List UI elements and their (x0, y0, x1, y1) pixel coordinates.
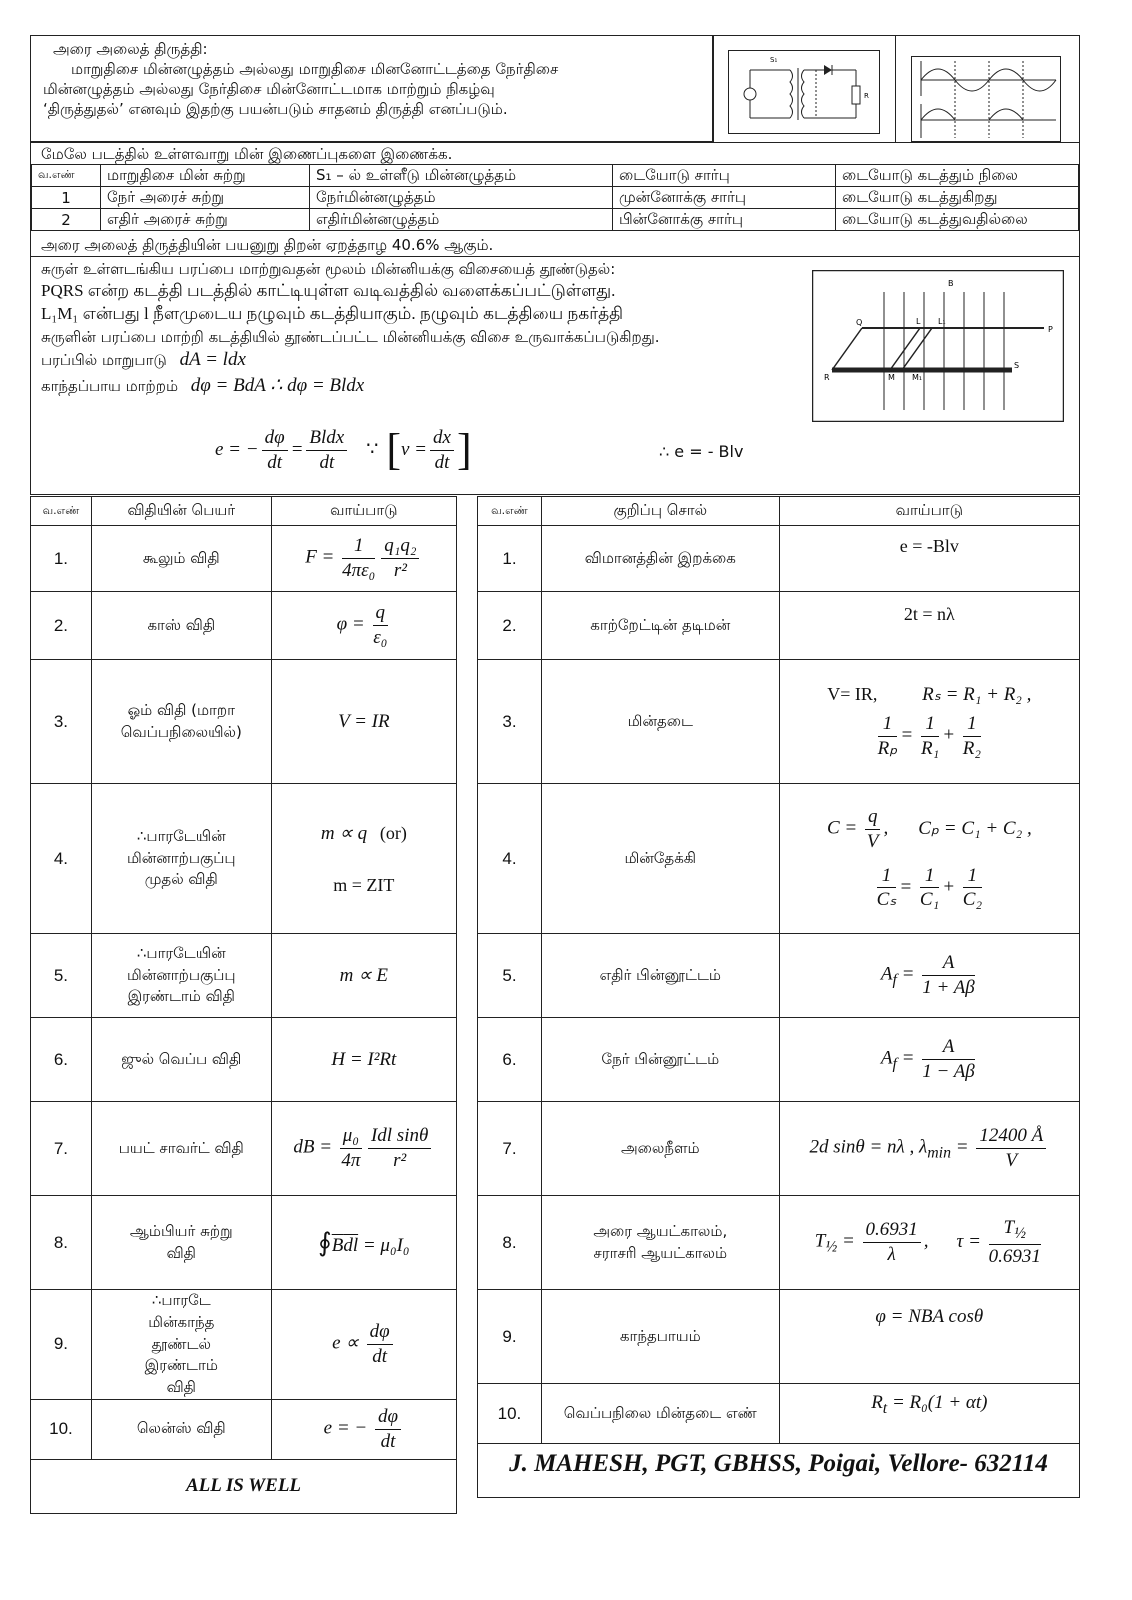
law-7-no: 7. (31, 1102, 92, 1196)
topic-3-formula: V= IR, Rₛ = R₁ + R₂ , $\frac{1}{\text{Rₚ}}$ = $\frac{1}{\text{R₁}}$ + $\frac{1}{\text{R₂}}$ (779, 660, 1079, 784)
topic-5-name: எதிர் பின்னூட்டம் (541, 934, 779, 1018)
svg-text:R: R (824, 373, 830, 382)
topic-3-name: மின்தடை (541, 660, 779, 784)
law-1-formula: F = $\frac{1}{\text{4πε₀}}$ $\frac{\text{q₁q₂}}{\text{r²}}$ (271, 526, 456, 592)
svg-text:S₁: S₁ (770, 56, 778, 64)
topic-4-name: மின்தேக்கி (541, 784, 779, 934)
law-3-formula: V = IR (271, 660, 456, 784)
half-wave-rectifier-section (30, 35, 1080, 495)
cycle-header-state: டையோடு கடத்தும் நிலை (836, 165, 1079, 187)
svg-text:P: P (1048, 325, 1053, 334)
cycle-row-2-bias: பின்னோக்கு சார்பு (613, 209, 836, 231)
law-5-no: 5. (31, 934, 92, 1018)
area-formula: dA = ldx (179, 349, 246, 370)
topic-3-no: 3. (478, 660, 542, 784)
law-4-formula-bottom: m = ZIT (333, 874, 395, 895)
law-4-formula-top: m ∝ q (320, 822, 368, 844)
svg-text:M: M (888, 373, 895, 382)
area-label: பரப்பில் மாறுபாடு (41, 351, 167, 369)
topic-7-name: அலைநீளம் (541, 1102, 779, 1196)
laws-header-name: விதியின் பெயர் (91, 497, 271, 526)
topic-10-formula: $R_t = R_0(1 + \alpha t)$ (779, 1384, 1079, 1444)
formulas-header-keyword: குறிப்பு சொல் (541, 497, 779, 526)
topic-10-no: 10. (478, 1384, 542, 1444)
topic-6-formula: $A_f$ = $\frac{A}{1 - A\beta}$ (779, 1018, 1079, 1102)
topic-8-name: அரை ஆயட்காலம், சராசரி ஆயட்காலம் (541, 1196, 779, 1290)
topic-1-no: 1. (478, 526, 542, 592)
law-6-no: 6. (31, 1018, 92, 1102)
svg-text:B: B (948, 279, 954, 288)
topic-5-no: 5. (478, 934, 542, 1018)
svg-text:Q: Q (856, 318, 863, 327)
topic-4-formula: C = $\frac{q}{V}$ , Cₚ = C₁ + C₂ , $\frac{1}{\text{Cₛ}}$ = $\frac{1}{\text{C₁}}$ + $\frac{1}{\text{C₂}}$ (779, 784, 1079, 934)
topic-10-name: வெப்பநிலை மின்தடை எண் (541, 1384, 779, 1444)
law-9-name: ∴பாரடே மின்காந்த தூண்டல் இரண்டாம் விதி (91, 1290, 271, 1400)
rectifier-cycle-table (31, 164, 1079, 231)
cycle-row-1-state: டையோடு கடத்துகிறது (836, 187, 1079, 209)
law-3-name: ஓம் விதி (மாறா வெப்பநிலையில்) (91, 660, 271, 784)
law-2-name: காஸ் விதி (91, 592, 271, 660)
laws-header-no: வ.எண் (31, 497, 92, 526)
cycle-header-no: வ.எண் (32, 165, 101, 187)
law-8-name: ஆம்பியர் சுற்று விதி (91, 1196, 271, 1290)
cycle-header-input: S₁ – ல் உள்ளீடு மின்னழுத்தம் (310, 165, 613, 187)
svg-text:L₁: L₁ (938, 317, 946, 326)
topic-4-no: 4. (478, 784, 542, 934)
law-6-formula: H = I²Rt (271, 1018, 456, 1102)
efficiency-note: அரை அலைத் திருத்தியின் பயனுறு திறன் ஏறத்தாழ 40.6% ஆகும். (41, 236, 494, 254)
law-2-no: 2. (31, 592, 92, 660)
svg-text:L: L (916, 317, 921, 326)
topic-7-no: 7. (478, 1102, 542, 1196)
topic-2-name: காற்றேட்டின் தடிமன் (541, 592, 779, 660)
definition-line-3: ‘திருத்துதல்’ எனவும் இதற்கு பயன்படும் சாதனம் திருத்தி எனப்படும். (43, 100, 508, 118)
flux-formula: dφ = BdA ∴ dφ = Bldx (190, 375, 365, 396)
definition-line-1: மாறுதிசை மின்னழுத்தம் அல்லது மாறுதிசை மினனோட்டத்தை நேர்திசை (71, 60, 559, 78)
rectifier-circuit-diagram (728, 50, 880, 134)
emf-line-3: சுருளின் பரப்பை மாற்றி கடத்தியில் தூண்டப்பட்ட மின்னியக்கு விசை உருவாக்கப்படுகிறது. (41, 328, 660, 346)
topic-2-no: 2. (478, 592, 542, 660)
law-2-formula: φ = $\frac{q}{\text{ε₀}}$ (271, 592, 456, 660)
footer-author: J. MAHESH, PGT, GBHSS, Poigai, Vellore- 632114 (478, 1444, 1080, 1498)
definition-line-2: மின்னழுத்தம் அல்லது நேர்திசை மின்னோட்டமாக மாற்றும் நிகழ்வு (43, 80, 495, 98)
svg-text:R: R (864, 92, 869, 100)
law-4-formula-or: (or) (379, 822, 407, 843)
topic-9-formula: φ = NBA cosθ (779, 1290, 1079, 1384)
area-change-row (41, 349, 246, 372)
topic-2-formula: 2t = nλ (779, 592, 1079, 660)
law-9-formula: e ∝ $\frac{d\varphi}{dt}$ (271, 1290, 456, 1400)
rectifier-waveform-diagram (911, 56, 1061, 142)
law-1-name: கூலும் விதி (91, 526, 271, 592)
emf-heading: சுருள் உள்ளடங்கிய பரப்பை மாற்றுவதன் மூலம் மின்னியக்கு விசையைத் தூண்டுதல்: (41, 260, 616, 278)
topic-8-formula: $T_{\frac{1}{2}}$ = $\frac{0.6931}{\lambda}$ , τ = $\frac{T_{\frac{1}{2}}}{0.6931}$ (779, 1196, 1079, 1290)
law-5-formula: m ∝ E (271, 934, 456, 1018)
emf-result: ∴ e = - Blv (659, 442, 744, 461)
topic-6-name: நேர் பின்னூட்டம் (541, 1018, 779, 1102)
sliding-conductor-diagram (812, 270, 1064, 422)
cycle-header-circuit: மாறுதிசை மின் சுற்று (101, 165, 310, 187)
law-9-no: 9. (31, 1290, 92, 1400)
footer-motto: ALL IS WELL (31, 1459, 457, 1513)
flux-label: காந்தப்பாய மாற்றம் (41, 377, 179, 395)
formulas-table (477, 496, 1080, 1498)
topic-3-formula-top: V= IR, (827, 683, 878, 704)
laws-table (30, 496, 457, 1514)
law-4-no: 4. (31, 784, 92, 934)
svg-text:M₁: M₁ (912, 373, 923, 382)
cycle-row-2-no: 2 (32, 209, 101, 231)
cycle-row-2-state: டையோடு கடத்துவதில்லை (836, 209, 1079, 231)
cycle-row-2-input: எதிர்மின்னழுத்தம் (310, 209, 613, 231)
topic-1-formula: e = -Blv (779, 526, 1079, 592)
section-heading: அரை அலைத் திருத்தி: (53, 40, 208, 58)
flux-change-row (41, 375, 364, 398)
cycle-header-bias: டையோடு சார்பு (613, 165, 836, 187)
emf-derivation-formula: e = − $\frac{d\varphi}{dt}$ = $\frac{\text{Bldx}}{dt}$ ∵ [ v = $\frac{dx}{dt}$ ] (215, 425, 472, 474)
laws-header-formula: வாய்பாடு (271, 497, 456, 526)
law-10-name: லென்ஸ் விதி (91, 1399, 271, 1459)
law-4-formula (271, 784, 456, 934)
cycle-row-1-bias: முன்னோக்கு சார்பு (613, 187, 836, 209)
law-10-no: 10. (31, 1399, 92, 1459)
law-3-no: 3. (31, 660, 92, 784)
law-8-formula: $∮\overline{B}\overline{dl} = \mu_0I_0$ (271, 1196, 456, 1290)
formulas-header-no: வ.எண் (478, 497, 542, 526)
cycle-row-1-input: நேர்மின்னழுத்தம் (310, 187, 613, 209)
topic-9-no: 9. (478, 1290, 542, 1384)
law-7-formula: dB = $\frac{\text{μ₀}}{4\pi}$ $\frac{\text{Idl sinθ}}{\text{r²}}$ (271, 1102, 456, 1196)
topic-9-name: காந்தபாயம் (541, 1290, 779, 1384)
law-7-name: பயட் சாவர்ட் விதி (91, 1102, 271, 1196)
law-8-no: 8. (31, 1196, 92, 1290)
svg-text:S: S (1014, 361, 1020, 370)
law-5-name: ∴பாரடேயின் மின்னாற்பகுப்பு இரண்டாம் விதி (91, 934, 271, 1018)
topic-8-no: 8. (478, 1196, 542, 1290)
topic-1-name: விமானத்தின் இறக்கை (541, 526, 779, 592)
topic-7-formula: 2d sinθ = nλ , $\lambda_{min}$ = $\frac{12400 Å}{V}$ (779, 1102, 1079, 1196)
emf-line-1: PQRS என்ற கடத்தி படத்தில் காட்டியுள்ள வடிவத்தில் வளைக்கப்பட்டுள்ளது. (41, 281, 616, 300)
cycle-row-1-circuit: நேர் அரைச் சுற்று (101, 187, 310, 209)
connect-note: மேலே படத்தில் உள்ளவாறு மின் இணைப்புகளை இணைக்க. (41, 145, 453, 163)
topic-5-formula: $A_f$ = $\frac{A}{1 + A\beta}$ (779, 934, 1079, 1018)
cycle-row-2-circuit: எதிர் அரைச் சுற்று (101, 209, 310, 231)
law-4-name: ∴பாரடேயின் மின்னாற்பகுப்பு முதல் விதி (91, 784, 271, 934)
law-1-no: 1. (31, 526, 92, 592)
emf-line-2: L₁M₁ என்பது l நீளமுடைய நழுவும் கடத்தியாகும். நழுவும் கடத்தியை நகர்த்தி (41, 304, 624, 323)
law-6-name: ஜுல் வெப்ப விதி (91, 1018, 271, 1102)
law-10-formula: e = − $\frac{d\varphi}{dt}$ (271, 1399, 456, 1459)
topic-6-no: 6. (478, 1018, 542, 1102)
formulas-header-formula: வாய்பாடு (779, 497, 1079, 526)
cycle-row-1-no: 1 (32, 187, 101, 209)
